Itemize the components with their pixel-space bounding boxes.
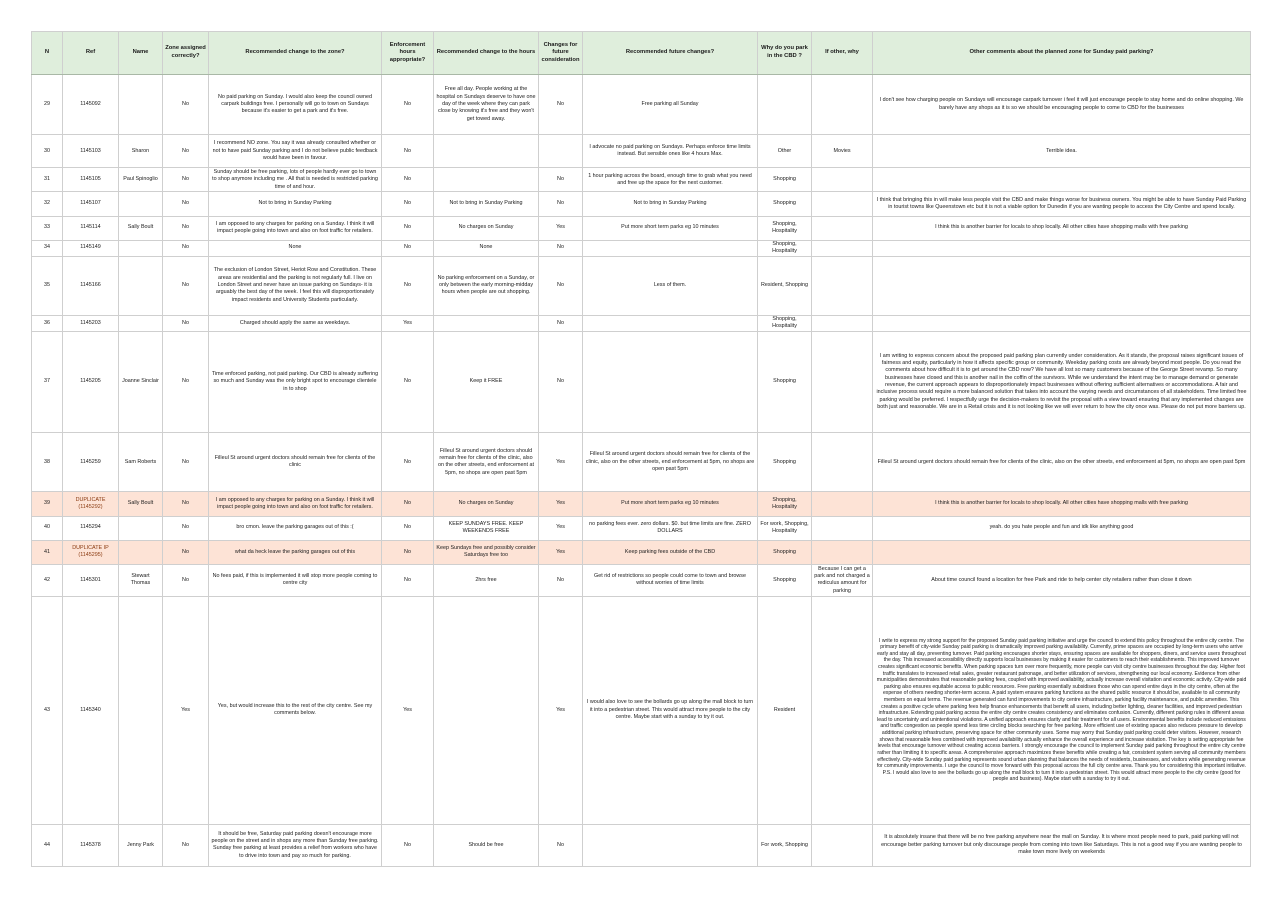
ref-cell: 1145378 bbox=[63, 824, 119, 866]
park-reason-cell: Shopping bbox=[758, 192, 812, 216]
other-reason-cell bbox=[812, 596, 873, 824]
other-reason-cell bbox=[812, 75, 873, 135]
row-number-cell: 37 bbox=[32, 331, 63, 432]
future-consideration-cell: No bbox=[539, 331, 583, 432]
park-reason-cell: Resident, Shopping bbox=[758, 256, 812, 315]
hours-change-cell: Not to bring in Sunday Parking bbox=[434, 192, 539, 216]
zone-change-cell: None bbox=[209, 240, 382, 256]
comments-cell: I think this is another barrier for locals to shop locally. All other cities have shopping malls with free parking bbox=[873, 216, 1251, 240]
comments-cell: I think this is another barrier for locals to shop locally. All other cities have shopping malls with free parking bbox=[873, 492, 1251, 516]
future-changes-cell: I would also love to see the bollards go up along the mall block to turn it into a pedestrian street. This would attract more people to the city centre. Maybe start with a sunday to try it out. bbox=[583, 596, 758, 824]
column-header-hours-change: Recommended change to the hours bbox=[434, 32, 539, 75]
comments-cell: It is absolutely insane that there will be no free parking anywhere near the mall on Sunday. It is where most people need to park, paid parking will not encourage better parking turnover but only discourage people from coming into town like Saturdays. This is not a good way if you are wanting people to make town more lively on weekends bbox=[873, 824, 1251, 866]
other-reason-cell bbox=[812, 516, 873, 540]
park-reason-cell: For work, Shopping bbox=[758, 824, 812, 866]
table-row bbox=[32, 516, 1251, 540]
future-changes-cell: Keep parking fees outside of the CBD bbox=[583, 540, 758, 564]
hours-change-cell: KEEP SUNDAYS FREE. KEEP WEEKENDS FREE bbox=[434, 516, 539, 540]
column-header-why: Why do you park in the CBD ? bbox=[758, 32, 812, 75]
table-row bbox=[32, 192, 1251, 216]
zone-change-cell: No paid parking on Sunday. I would also keep the council owned carpark buildings free. I personally will go to town on Sundays because it's easier to get a park and it's free. bbox=[209, 75, 382, 135]
park-reason-cell bbox=[758, 75, 812, 135]
park-reason-cell: Resident bbox=[758, 596, 812, 824]
ref-cell: 1145092 bbox=[63, 75, 119, 135]
zone-assigned-cell: No bbox=[163, 433, 209, 492]
hours-change-cell: Filleul St around urgent doctors should remain free for clients of the clinic, also on the other streets, end enforcement at 5pm, no shops are open past 5pm bbox=[434, 433, 539, 492]
other-reason-cell: Because I can get a park and not charged a rediculus amount for parking bbox=[812, 564, 873, 596]
table-row bbox=[32, 216, 1251, 240]
table-row bbox=[32, 256, 1251, 315]
table-row bbox=[32, 433, 1251, 492]
table-row bbox=[32, 331, 1251, 432]
column-header-enforcement: Enforcement hours appropriate? bbox=[382, 32, 434, 75]
row-number-cell: 33 bbox=[32, 216, 63, 240]
other-reason-cell bbox=[812, 192, 873, 216]
comments-cell bbox=[873, 256, 1251, 315]
comments-cell: yeah. do you hate people and fun and idk like anything good bbox=[873, 516, 1251, 540]
zone-change-cell: Sunday should be free parking, lots of people hardly ever go to town to shop anymore including me . All that is needed is restricted parking time of and hour. bbox=[209, 168, 382, 192]
column-header-name: Name bbox=[119, 32, 163, 75]
hours-change-cell bbox=[434, 315, 539, 331]
respondent-name-cell bbox=[119, 516, 163, 540]
future-changes-cell: Put more short term parks eg 10 minutes bbox=[583, 492, 758, 516]
zone-assigned-cell: No bbox=[163, 492, 209, 516]
hours-change-cell: Keep Sundays free and possibly consider Saturdays free too bbox=[434, 540, 539, 564]
enforcement-appropriate-cell: No bbox=[382, 75, 434, 135]
enforcement-appropriate-cell: Yes bbox=[382, 315, 434, 331]
future-consideration-cell: No bbox=[539, 824, 583, 866]
table-row bbox=[32, 240, 1251, 256]
other-reason-cell: Movies bbox=[812, 135, 873, 168]
row-number-cell: 40 bbox=[32, 516, 63, 540]
enforcement-appropriate-cell: No bbox=[382, 433, 434, 492]
respondent-name-cell: Sharon bbox=[119, 135, 163, 168]
future-consideration-cell: Yes bbox=[539, 540, 583, 564]
spreadsheet bbox=[31, 31, 1250, 867]
zone-change-cell: Charged should apply the same as weekdays. bbox=[209, 315, 382, 331]
comments-cell: I don't see how charging people on Sundays will encourage carpark turnover i feel it will just encourage people to stay home and do online shopping. We barely have any shops as it is so we should be encouraging people to come to CBD for the businesses bbox=[873, 75, 1251, 135]
column-header-zone-change: Recommended change to the zone? bbox=[209, 32, 382, 75]
respondent-name-cell bbox=[119, 256, 163, 315]
zone-assigned-cell: No bbox=[163, 240, 209, 256]
enforcement-appropriate-cell: No bbox=[382, 135, 434, 168]
enforcement-appropriate-cell: No bbox=[382, 240, 434, 256]
table-row bbox=[32, 168, 1251, 192]
future-consideration-cell: No bbox=[539, 240, 583, 256]
table-row bbox=[32, 596, 1251, 824]
park-reason-cell: Shopping bbox=[758, 564, 812, 596]
future-changes-cell: Put more short term parks eg 10 minutes bbox=[583, 216, 758, 240]
zone-change-cell: Time enforced parking, not paid parking. Our CBD is already suffering so much and Sunday was the only bright spot to encourage clientele in to shop bbox=[209, 331, 382, 432]
respondent-name-cell: Sally Boult bbox=[119, 492, 163, 516]
park-reason-cell: Shopping bbox=[758, 433, 812, 492]
zone-assigned-cell: No bbox=[163, 168, 209, 192]
future-consideration-cell: No bbox=[539, 168, 583, 192]
other-reason-cell bbox=[812, 240, 873, 256]
future-consideration-cell: Yes bbox=[539, 433, 583, 492]
other-reason-cell bbox=[812, 256, 873, 315]
column-header-comments: Other comments about the planned zone for Sunday paid parking? bbox=[873, 32, 1251, 75]
future-changes-cell: Get rid of restrictions so people could come to town and browse without worries of time limits bbox=[583, 564, 758, 596]
zone-assigned-cell: No bbox=[163, 540, 209, 564]
zone-assigned-cell: No bbox=[163, 256, 209, 315]
ref-cell: 1145294 bbox=[63, 516, 119, 540]
zone-change-cell: I am opposed to any charges for parking on a Sunday. I think it will impact people going into town and also on foot traffic for retailers. bbox=[209, 216, 382, 240]
enforcement-appropriate-cell: No bbox=[382, 168, 434, 192]
ref-cell: 1145340 bbox=[63, 596, 119, 824]
ref-cell: 1145301 bbox=[63, 564, 119, 596]
table-header bbox=[32, 32, 1251, 75]
ref-cell: 1145103 bbox=[63, 135, 119, 168]
column-header-ref: Ref bbox=[63, 32, 119, 75]
future-consideration-cell: No bbox=[539, 75, 583, 135]
row-number-cell: 41 bbox=[32, 540, 63, 564]
comments-cell: I think that bringing this in will make less people visit the CBD and make things worse for business owners. You might be able to have Sunday Paid Parking in tourist towns like Queenstown etc but it is not a viable option for Dunedin if you are wanting people to access the City Centre and spend locally. bbox=[873, 192, 1251, 216]
column-header-future-changes: Recommended future changes? bbox=[583, 32, 758, 75]
ref-cell: 1145259 bbox=[63, 433, 119, 492]
future-consideration-cell: No bbox=[539, 256, 583, 315]
future-changes-cell: Filleul St around urgent doctors should remain free for clients of the clinic, also on the other streets, end enforcement at 5pm, no shops are open past 5pm bbox=[583, 433, 758, 492]
respondent-name-cell bbox=[119, 540, 163, 564]
future-changes-cell: Less of them. bbox=[583, 256, 758, 315]
future-consideration-cell bbox=[539, 135, 583, 168]
respondent-name-cell: Sally Boult bbox=[119, 216, 163, 240]
park-reason-cell: Other bbox=[758, 135, 812, 168]
zone-assigned-cell: No bbox=[163, 135, 209, 168]
future-changes-cell bbox=[583, 240, 758, 256]
zone-change-cell: I recommend NO zone. You say it was already consulted whether or not to have paid Sunday parking and I do not believe public feedback would have been in favour. bbox=[209, 135, 382, 168]
respondent-name-cell: Stewart Thomas bbox=[119, 564, 163, 596]
zone-assigned-cell: No bbox=[163, 516, 209, 540]
hours-change-cell bbox=[434, 596, 539, 824]
row-number-cell: 43 bbox=[32, 596, 63, 824]
future-changes-cell: 1 hour parking across the board, enough time to grab what you need and free up the space for the next customer. bbox=[583, 168, 758, 192]
respondent-name-cell bbox=[119, 315, 163, 331]
hours-change-cell: 2hrs free bbox=[434, 564, 539, 596]
zone-change-cell: Not to bring in Sunday Parking bbox=[209, 192, 382, 216]
comments-cell: About time council found a location for free Park and ride to help center city retailers rather than close it down bbox=[873, 564, 1251, 596]
enforcement-appropriate-cell: No bbox=[382, 256, 434, 315]
respondent-name-cell: Jenny Park bbox=[119, 824, 163, 866]
hours-change-cell: No charges on Sunday bbox=[434, 216, 539, 240]
zone-assigned-cell: No bbox=[163, 192, 209, 216]
zone-assigned-cell: No bbox=[163, 315, 209, 331]
zone-change-cell: It should be free, Saturday paid parking doesn't encourage more people on the street and in shops any more than Sunday free parking. Sunday free parking at least provides a relief from workers who have to drive into town and pay so much for parking. bbox=[209, 824, 382, 866]
ref-cell: 1145205 bbox=[63, 331, 119, 432]
future-consideration-cell: Yes bbox=[539, 216, 583, 240]
future-changes-cell: no parking fees ever. zero dollars. $0. but time limits are fine. ZERO DOLLARS bbox=[583, 516, 758, 540]
comments-cell bbox=[873, 540, 1251, 564]
row-number-cell: 32 bbox=[32, 192, 63, 216]
table-row bbox=[32, 540, 1251, 564]
row-number-cell: 29 bbox=[32, 75, 63, 135]
comments-cell: I write to express my strong support for the proposed Sunday paid parking initiative and urge the council to extend this policy throughout the entire city centre. The primary benefit of city-wide Sunday paid parking is dramatically improved parking availability. Currently, prime spaces are occupied by long-term users who arrive early and stay all day, preventing turnover. Paid parking encourages shorter stays, ensuring spaces are available for shoppers, diners, and service users throughout the day. This increased accessibility directly supports local businesses by making it easier for customers to reach their establishments. This improved turnover creates significant economic benefits. When parking spaces turn over more frequently, more people can visit city centre businesses throughout the day. Higher foot traffic translates to increased retail sales, greater restaurant patronage, and better utilization of services, strengthening our local economy. Evidence from other municipalities demonstrates that reasonable parking fees, coupled with improved availability, actually increase overall visitation and economic activity. City-wide paid parking also ensures equitable access to public resources. Free parking essentially subsidises those who can spend entire days in the city centre, often at the expense of others needing shorter-term access. A paid system ensures parking functions as the shared public resource it should be, available to all community members on equal terms. The revenue generated can fund improvements to city centre infrastructure, parking facility maintenance, and public amenities. This creates a positive cycle where parking fees help finance enhancements that benefit all users, including better lighting, cleaner facilities, and improved pedestrian infrastructure. Extending paid parking across the entire city centre creates consistency and eliminates confusion. Currently, different parking rules in different areas lead to uncertainty and unintentional violations. A unified approach ensures clarity and fair treatment for all users. Environmental benefits include reduced emissions and traffic congestion as people spend less time circling blocks searching for free parking. More efficient use of existing spaces also reduces pressure to develop additional parking infrastructure, preserving space for other community uses. Some may worry that Sunday paid parking could deter visitors. However, research shows that reasonable fees combined with improved availability actually enhance the overall experience and increase visitation. The key is setting appropriate fee levels that encourage turnover without creating access barriers. I strongly encourage the council to implement Sunday paid parking throughout the entire city centre rather than limiting it to specific areas. A comprehensive approach maximizes these benefits while creating a fair, consistent system serving all community members effectively. City-wide Sunday paid parking represents sound urban planning that balances the needs of residents, businesses, and visitors while generating revenue for community improvements. I urge the council to move forward with this proposal across the full city centre area. Thank you for considering this important initiative. P.S. I would also love to see the bollards go up along the mall block to turn it into a pedestrian street. This would attract more people to the city centre (good for people and business). Maybe start with a sunday to try it out. bbox=[873, 596, 1251, 824]
row-number-cell: 31 bbox=[32, 168, 63, 192]
submissions-table bbox=[31, 31, 1251, 867]
respondent-name-cell bbox=[119, 240, 163, 256]
zone-change-cell: The exclusion of London Street, Heriot Row and Constitution. These areas are residential and the parking is not regularly full. I live on London Street and never have an issue parking on Sundays- it is arguably the best day of the week. I feel this will disproportionately impact residents and University Students particularly. bbox=[209, 256, 382, 315]
table-body bbox=[32, 75, 1251, 867]
comments-cell: Filleul St around urgent doctors should remain free for clients of the clinic, also on the other streets, end enforcement at 5pm, no shops are open past 5pm bbox=[873, 433, 1251, 492]
comments-cell: Terrible idea. bbox=[873, 135, 1251, 168]
hours-change-cell bbox=[434, 168, 539, 192]
comments-cell: I am writing to express concern about the proposed paid parking plan currently under consideration. As it stands, the proposal raises significant issues of fairness and equity, particularly in how it affects specific group or community. Weekday parking costs are already beyond most people. Do you read the comments about how difficult it is to get around the CBD now? We have all lost so many customers because of the George Street revamp. So many businesses have closed and this is another nail in the coffin of the survivors. While we understand the intent may be to manage demand or generate revenue, the current approach appears to disproportionately impact businesses without offering sufficient alternatives or accommodations. A fair and inclusive process would require a more balanced solution that takes into account the varying needs and circumstances of all stakeholders. Time limited free parking would be preferred. I respectfully urge the decision-makers to revisit the proposal with a view toward ensuring that any implemented changes are both just and reasonable. We are in a Retail crisis and it is not looking like we will ever return to how the city once was. Please do not put more barriers up. bbox=[873, 331, 1251, 432]
other-reason-cell bbox=[812, 315, 873, 331]
respondent-name-cell: Paul Spinoglio bbox=[119, 168, 163, 192]
enforcement-appropriate-cell: No bbox=[382, 492, 434, 516]
future-changes-cell bbox=[583, 315, 758, 331]
row-number-cell: 35 bbox=[32, 256, 63, 315]
future-changes-cell: Not to bring in Sunday Parking bbox=[583, 192, 758, 216]
table-row bbox=[32, 824, 1251, 866]
column-header-other: If other, why bbox=[812, 32, 873, 75]
respondent-name-cell bbox=[119, 75, 163, 135]
column-header-zone: Zone assigned correctly? bbox=[163, 32, 209, 75]
ref-cell: 1145166 bbox=[63, 256, 119, 315]
other-reason-cell bbox=[812, 492, 873, 516]
future-consideration-cell: Yes bbox=[539, 492, 583, 516]
ref-cell: 1145149 bbox=[63, 240, 119, 256]
other-reason-cell bbox=[812, 216, 873, 240]
row-number-cell: 36 bbox=[32, 315, 63, 331]
enforcement-appropriate-cell: No bbox=[382, 824, 434, 866]
table-row bbox=[32, 315, 1251, 331]
park-reason-cell: Shopping, Hospitality bbox=[758, 315, 812, 331]
other-reason-cell bbox=[812, 433, 873, 492]
future-changes-cell bbox=[583, 331, 758, 432]
ref-cell: DUPLICATE IP (1145295) bbox=[63, 540, 119, 564]
table-row bbox=[32, 564, 1251, 596]
hours-change-cell: No charges on Sunday bbox=[434, 492, 539, 516]
ref-cell: 1145203 bbox=[63, 315, 119, 331]
enforcement-appropriate-cell: Yes bbox=[382, 596, 434, 824]
ref-cell: 1145107 bbox=[63, 192, 119, 216]
comments-cell bbox=[873, 315, 1251, 331]
other-reason-cell bbox=[812, 540, 873, 564]
column-header-future: Changes for future consideration bbox=[539, 32, 583, 75]
respondent-name-cell bbox=[119, 596, 163, 824]
table-row bbox=[32, 135, 1251, 168]
respondent-name-cell: Joanne Sinclair bbox=[119, 331, 163, 432]
enforcement-appropriate-cell: No bbox=[382, 192, 434, 216]
row-number-cell: 44 bbox=[32, 824, 63, 866]
comments-cell bbox=[873, 240, 1251, 256]
enforcement-appropriate-cell: No bbox=[382, 516, 434, 540]
enforcement-appropriate-cell: No bbox=[382, 216, 434, 240]
table-row bbox=[32, 75, 1251, 135]
hours-change-cell: No parking enforcement on a Sunday, or only between the early morning-midday hours when people are out shopping. bbox=[434, 256, 539, 315]
row-number-cell: 39 bbox=[32, 492, 63, 516]
zone-assigned-cell: Yes bbox=[163, 596, 209, 824]
future-consideration-cell: No bbox=[539, 192, 583, 216]
park-reason-cell: Shopping bbox=[758, 331, 812, 432]
zone-change-cell: I am opposed to any charges for parking on a Sunday. I think it will impact people going into town and also on foot traffic for retailers. bbox=[209, 492, 382, 516]
zone-assigned-cell: No bbox=[163, 824, 209, 866]
other-reason-cell bbox=[812, 331, 873, 432]
future-changes-cell: Free parking all Sunday bbox=[583, 75, 758, 135]
hours-change-cell: Free all day. People working at the hospital on Sundays deserve to have one day of the week where they can park close by knowing it's free and they won't get towed away. bbox=[434, 75, 539, 135]
zone-change-cell: Filleul St around urgent doctors should remain free for clients of the clinic bbox=[209, 433, 382, 492]
enforcement-appropriate-cell: No bbox=[382, 540, 434, 564]
zone-assigned-cell: No bbox=[163, 216, 209, 240]
future-consideration-cell: Yes bbox=[539, 516, 583, 540]
zone-assigned-cell: No bbox=[163, 564, 209, 596]
row-number-cell: 38 bbox=[32, 433, 63, 492]
respondent-name-cell bbox=[119, 192, 163, 216]
zone-change-cell: No fees paid, if this is implemented it will stop more people coming to centre city bbox=[209, 564, 382, 596]
hours-change-cell: Keep it FREE bbox=[434, 331, 539, 432]
zone-change-cell: Yes, but would increase this to the rest of the city centre. See my comments below. bbox=[209, 596, 382, 824]
park-reason-cell: Shopping, Hospitality bbox=[758, 240, 812, 256]
row-number-cell: 42 bbox=[32, 564, 63, 596]
hours-change-cell bbox=[434, 135, 539, 168]
other-reason-cell bbox=[812, 824, 873, 866]
future-consideration-cell: No bbox=[539, 564, 583, 596]
hours-change-cell: None bbox=[434, 240, 539, 256]
hours-change-cell: Should be free bbox=[434, 824, 539, 866]
row-number-cell: 30 bbox=[32, 135, 63, 168]
table-row bbox=[32, 492, 1251, 516]
future-changes-cell bbox=[583, 824, 758, 866]
ref-cell: 1145105 bbox=[63, 168, 119, 192]
park-reason-cell: Shopping, Hospitality bbox=[758, 492, 812, 516]
row-number-cell: 34 bbox=[32, 240, 63, 256]
park-reason-cell: Shopping bbox=[758, 540, 812, 564]
enforcement-appropriate-cell: No bbox=[382, 331, 434, 432]
zone-change-cell: bro cmon. leave the parking garages out of this :( bbox=[209, 516, 382, 540]
park-reason-cell: Shopping bbox=[758, 168, 812, 192]
comments-cell bbox=[873, 168, 1251, 192]
park-reason-cell: For work, Shopping, Hospitality bbox=[758, 516, 812, 540]
ref-cell: 1145114 bbox=[63, 216, 119, 240]
other-reason-cell bbox=[812, 168, 873, 192]
enforcement-appropriate-cell: No bbox=[382, 564, 434, 596]
zone-assigned-cell: No bbox=[163, 331, 209, 432]
column-header-n: N bbox=[32, 32, 63, 75]
future-changes-cell: I advocate no paid parking on Sundays. Perhaps enforce time limits instead. But sensible ones like 4 hours Max. bbox=[583, 135, 758, 168]
ref-cell: DUPLICATE (1145292) bbox=[63, 492, 119, 516]
zone-assigned-cell: No bbox=[163, 75, 209, 135]
zone-change-cell: what da heck leave the parking garages out of this bbox=[209, 540, 382, 564]
respondent-name-cell: Sam Roberts bbox=[119, 433, 163, 492]
park-reason-cell: Shopping, Hospitality bbox=[758, 216, 812, 240]
future-consideration-cell: No bbox=[539, 315, 583, 331]
future-consideration-cell: Yes bbox=[539, 596, 583, 824]
